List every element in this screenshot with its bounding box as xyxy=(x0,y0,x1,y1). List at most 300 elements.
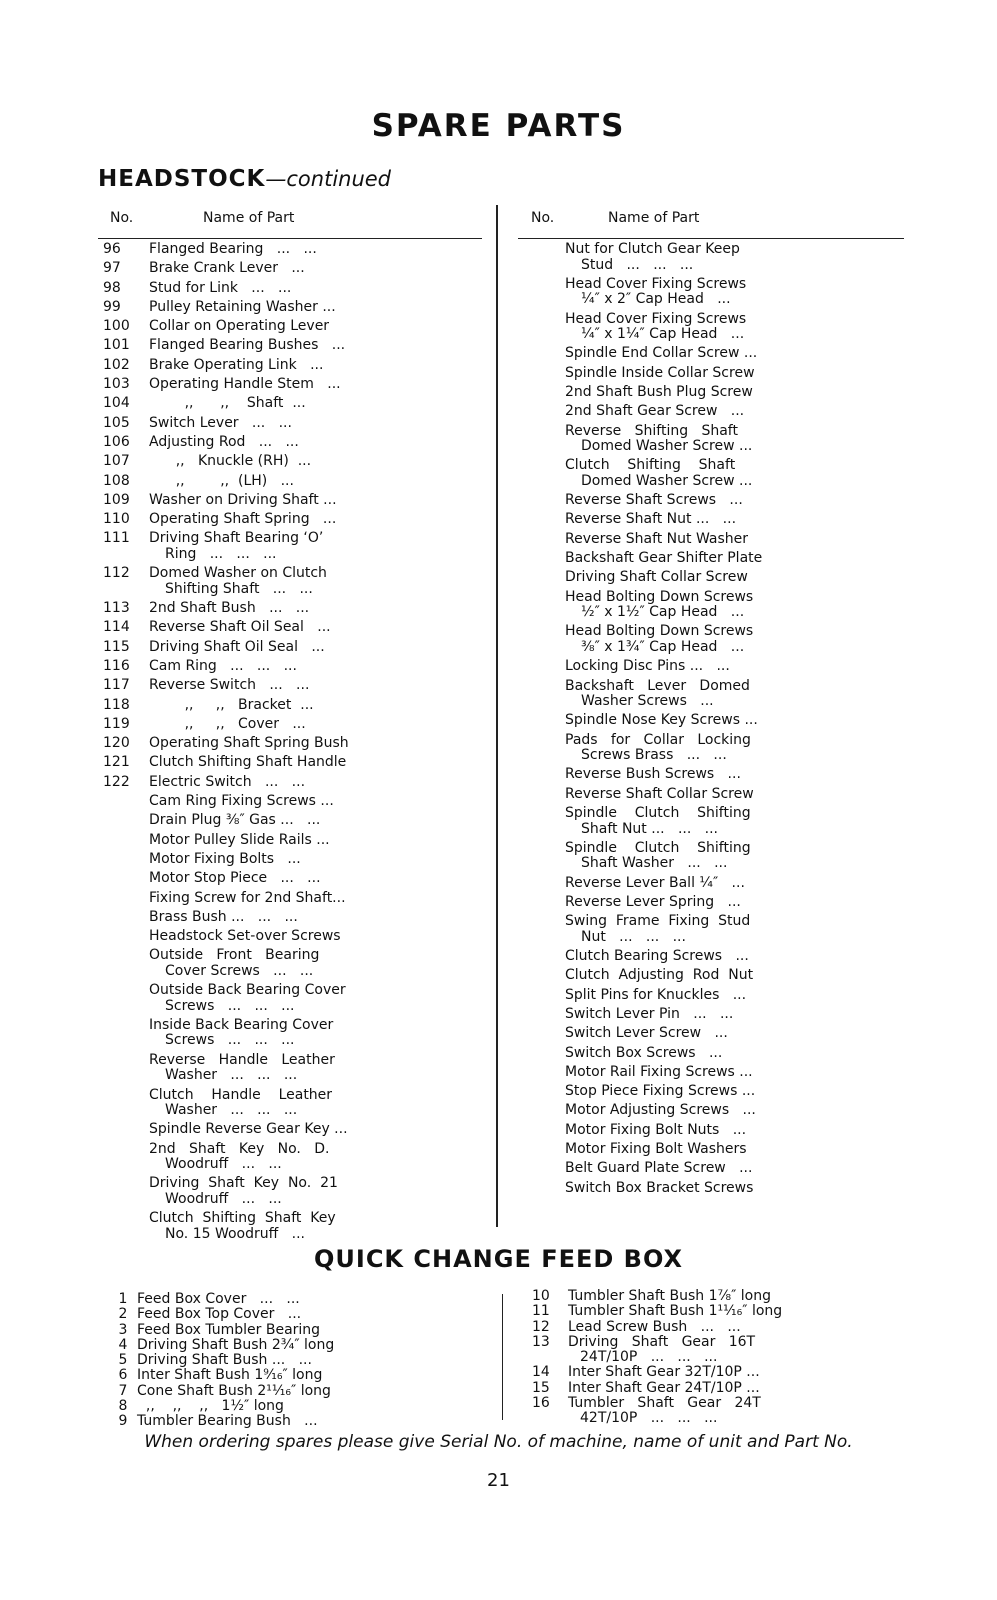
part-name xyxy=(565,806,777,837)
part-name xyxy=(568,1304,783,1319)
part-number: 10 xyxy=(532,1288,550,1304)
part-name xyxy=(149,281,361,297)
part-number: 12 xyxy=(532,1318,550,1335)
page-number: 21 xyxy=(487,1470,510,1491)
part-row xyxy=(565,624,777,655)
part-name-line: Feed Box Tumbler Bearing xyxy=(137,1321,321,1338)
part-name-continuation: 42T/10P ... ... ... xyxy=(580,1410,718,1427)
part-row xyxy=(103,531,361,562)
part-name xyxy=(565,424,777,455)
part-name-continuation: Shifting Shaft ... ... xyxy=(165,580,313,597)
part-name xyxy=(568,1396,783,1427)
part-name xyxy=(565,242,777,273)
part-number xyxy=(103,813,149,829)
part-name xyxy=(149,1053,361,1084)
part-row xyxy=(103,319,361,335)
part-name-line: Clutch Adjusting Rod Nut xyxy=(565,967,754,984)
part-row xyxy=(103,794,361,810)
part-number xyxy=(103,983,149,1014)
part-name-line: Inter Shaft Gear 32T/10P ... xyxy=(568,1364,760,1381)
part-name-line: Driving Shaft Key No. 21 xyxy=(149,1175,338,1192)
part-name xyxy=(137,1338,352,1353)
part-name xyxy=(565,458,777,489)
part-number: 106 xyxy=(103,433,130,450)
part-row xyxy=(565,1084,777,1100)
part-name-line: Washer on Driving Shaft ... xyxy=(149,491,337,508)
part-name xyxy=(137,1353,352,1368)
part-name-line: Split Pins for Knuckles ... xyxy=(565,986,747,1003)
part-row xyxy=(103,566,361,597)
part-row xyxy=(103,281,361,297)
part-name-line: 2nd Shaft Bush ... ... xyxy=(149,600,310,617)
part-number: 3 xyxy=(118,1321,128,1338)
part-row xyxy=(565,1142,777,1158)
part-name xyxy=(149,377,361,393)
part-name-line: Backshaft Lever Domed xyxy=(565,677,750,694)
part-number: 110 xyxy=(103,511,130,528)
part-name xyxy=(149,1142,361,1173)
part-row xyxy=(103,377,361,393)
part-name-line: Operating Shaft Spring Bush xyxy=(149,735,349,752)
part-row xyxy=(103,474,361,490)
part-name-line: Reverse Lever Ball ¼″ ... xyxy=(565,874,745,891)
part-number: 7 xyxy=(118,1382,128,1399)
part-row xyxy=(109,1384,352,1399)
part-name xyxy=(149,983,361,1014)
part-name-line: Head Bolting Down Screws xyxy=(565,623,754,640)
part-row xyxy=(565,242,777,273)
part-row xyxy=(565,551,777,567)
part-number: 105 xyxy=(103,414,130,431)
part-name xyxy=(149,319,361,335)
part-name xyxy=(568,1289,783,1304)
part-name-line: Clutch Shifting Shaft Handle xyxy=(149,754,347,771)
part-name-line: Motor Rail Fixing Screws ... xyxy=(565,1063,753,1080)
part-name xyxy=(149,1211,361,1242)
part-name-continuation: Woodruff ... ... xyxy=(165,1190,282,1207)
part-row xyxy=(103,948,361,979)
part-name xyxy=(149,261,361,277)
part-name-continuation: Washer ... ... ... xyxy=(165,1102,298,1119)
part-name-continuation: 24T/10P ... ... ... xyxy=(580,1349,718,1366)
part-name-line: Clutch Shifting Shaft Key xyxy=(149,1210,336,1227)
part-name-line: Clutch Bearing Screws ... xyxy=(565,948,749,965)
part-name xyxy=(568,1365,783,1380)
part-name-line: Fixing Screw for 2nd Shaft... xyxy=(149,889,346,906)
part-number: 98 xyxy=(103,279,121,296)
part-row xyxy=(103,1053,361,1084)
part-number xyxy=(103,1142,149,1173)
part-name-line: ,, ,, ,, 1½″ long xyxy=(137,1398,284,1415)
part-name xyxy=(149,659,361,675)
part-name-continuation: Cover Screws ... ... xyxy=(165,962,314,979)
part-name-line: Stud for Link ... ... xyxy=(149,279,292,296)
part-row xyxy=(528,1396,783,1427)
part-number: 108 xyxy=(103,472,130,489)
part-name-line: Motor Fixing Bolt Nuts ... xyxy=(565,1121,747,1138)
part-number: 103 xyxy=(103,376,130,393)
part-name-line: Tumbler Shaft Bush 1¹¹⁄₁₆″ long xyxy=(568,1303,783,1320)
ordering-note: When ordering spares please give Serial No. of machine, name of unit and Part No. xyxy=(144,1432,853,1452)
part-name xyxy=(149,640,361,656)
part-name-line: Nut for Clutch Gear Keep xyxy=(565,241,740,257)
part-name-continuation: Washer Screws ... xyxy=(581,693,714,710)
part-row xyxy=(565,1123,777,1139)
feed-box-divider xyxy=(502,1294,503,1420)
part-name-line: ,, ,, (LH) ... xyxy=(149,472,294,489)
part-number xyxy=(103,929,149,945)
part-name-continuation: Ring ... ... ... xyxy=(165,545,277,562)
part-name-line: Belt Guard Plate Screw ... xyxy=(565,1160,753,1177)
part-name xyxy=(149,474,361,490)
part-number: 8 xyxy=(118,1398,128,1415)
part-number xyxy=(103,910,149,926)
part-row xyxy=(109,1338,352,1353)
part-name-line: Reverse Shaft Collar Screw xyxy=(565,785,754,802)
part-row xyxy=(565,1007,777,1023)
part-name xyxy=(565,590,777,621)
part-number: 111 xyxy=(103,530,130,547)
part-name xyxy=(565,1161,777,1177)
part-row xyxy=(103,659,361,675)
part-row xyxy=(103,813,361,829)
part-name-line: Switch Box Bracket Screws xyxy=(565,1179,754,1196)
part-name xyxy=(149,891,361,907)
part-name-line: Cone Shaft Bush 2¹¹⁄₁₆″ long xyxy=(137,1382,331,1399)
part-name-line: Collar on Operating Lever xyxy=(149,318,330,335)
part-name-line: Head Cover Fixing Screws xyxy=(565,310,747,327)
part-row xyxy=(565,767,777,783)
part-row xyxy=(565,876,777,892)
part-name xyxy=(149,755,361,771)
part-name-line: Operating Handle Stem ... xyxy=(149,376,341,393)
part-name xyxy=(565,493,777,509)
part-number: 114 xyxy=(103,619,130,636)
right-header-no: No. xyxy=(531,210,555,226)
part-name xyxy=(149,358,361,374)
part-row xyxy=(109,1292,352,1307)
part-name-line: Inter Shaft Gear 24T/10P ... xyxy=(568,1379,760,1396)
part-name-line: Spindle End Collar Screw ... xyxy=(565,345,758,362)
part-number xyxy=(103,1211,149,1242)
part-name xyxy=(149,1122,361,1138)
part-name-line: Motor Stop Piece ... ... xyxy=(149,870,321,887)
part-row xyxy=(565,346,777,362)
part-name-line: Tumbler Bearing Bush ... xyxy=(137,1413,318,1430)
part-name-line: Flanged Bearing ... ... xyxy=(149,241,317,257)
part-name-line: Electric Switch ... ... xyxy=(149,773,306,790)
part-name-line: Clutch Shifting Shaft xyxy=(565,457,736,474)
part-number: 2 xyxy=(118,1306,128,1323)
part-name-line: Tumbler Shaft Gear 24T xyxy=(568,1395,761,1412)
part-row xyxy=(565,713,777,729)
part-row xyxy=(103,512,361,528)
part-name-line: Driving Shaft Bush ... ... xyxy=(137,1352,312,1369)
part-name-line: Tumbler Shaft Bush 1⅞″ long xyxy=(568,1288,771,1304)
part-name xyxy=(149,531,361,562)
part-name-line: Head Cover Fixing Screws xyxy=(565,275,747,292)
part-row xyxy=(528,1320,783,1335)
part-name xyxy=(565,767,777,783)
part-row xyxy=(103,338,361,354)
part-name xyxy=(565,1084,777,1100)
feed-box-left-list xyxy=(109,1292,352,1430)
part-name xyxy=(149,813,361,829)
part-name-line: ,, Knuckle (RH) ... xyxy=(149,453,312,470)
part-row xyxy=(565,277,777,308)
part-name-continuation: Screws ... ... ... xyxy=(165,997,295,1014)
part-row xyxy=(565,988,777,1004)
part-name-line: Pads for Collar Locking xyxy=(565,731,751,748)
part-row xyxy=(103,678,361,694)
part-name-line: Adjusting Rod ... ... xyxy=(149,433,299,450)
part-name xyxy=(137,1399,352,1414)
part-name xyxy=(149,601,361,617)
part-name xyxy=(565,895,777,911)
part-number: 6 xyxy=(118,1367,128,1384)
column-divider xyxy=(496,205,498,1227)
part-number: 121 xyxy=(103,754,130,771)
part-name-line: Spindle Reverse Gear Key ... xyxy=(149,1121,348,1138)
part-name xyxy=(565,366,777,382)
part-name-line: 2nd Shaft Bush Plug Screw xyxy=(565,383,753,400)
part-number: 122 xyxy=(103,773,130,790)
part-row xyxy=(103,891,361,907)
part-name-line: Feed Box Cover ... ... xyxy=(137,1291,300,1307)
part-row xyxy=(565,385,777,401)
part-number xyxy=(103,891,149,907)
part-row xyxy=(103,910,361,926)
part-name xyxy=(149,736,361,752)
part-row xyxy=(528,1381,783,1396)
part-name-continuation: Shaft Nut ... ... ... xyxy=(581,820,718,837)
part-number: 5 xyxy=(118,1352,128,1369)
part-row xyxy=(565,424,777,455)
part-name xyxy=(565,1142,777,1158)
part-row xyxy=(103,454,361,470)
part-name-continuation: Woodruff ... ... xyxy=(165,1156,282,1173)
part-number: 113 xyxy=(103,600,130,617)
part-name xyxy=(565,988,777,1004)
part-number xyxy=(103,1122,149,1138)
part-name xyxy=(565,1065,777,1081)
part-name xyxy=(149,678,361,694)
part-name xyxy=(565,346,777,362)
part-number: 99 xyxy=(103,298,121,315)
part-name xyxy=(565,1026,777,1042)
part-name xyxy=(149,620,361,636)
part-name-continuation: Shaft Washer ... ... xyxy=(581,855,728,872)
part-row xyxy=(103,396,361,412)
feed-box-title: QUICK CHANGE FEED BOX xyxy=(314,1245,683,1273)
part-row xyxy=(565,806,777,837)
part-name xyxy=(565,512,777,528)
section-name: HEADSTOCK xyxy=(98,166,266,192)
part-number: 107 xyxy=(103,453,130,470)
part-row xyxy=(109,1399,352,1414)
part-name xyxy=(565,1007,777,1023)
part-name-line: Reverse Lever Spring ... xyxy=(565,893,741,910)
part-number: 101 xyxy=(103,337,130,354)
part-row xyxy=(565,458,777,489)
left-parts-list xyxy=(103,242,361,1246)
part-name-line: Motor Adjusting Screws ... xyxy=(565,1102,756,1119)
part-name-continuation: ⅜″ x 1¾″ Cap Head ... xyxy=(581,638,745,655)
part-name xyxy=(149,566,361,597)
part-row xyxy=(565,493,777,509)
part-name xyxy=(137,1414,352,1429)
part-number: 11 xyxy=(532,1303,550,1320)
part-row xyxy=(103,833,361,849)
part-name xyxy=(568,1335,783,1366)
part-name-line: Reverse Shaft Nut Washer xyxy=(565,530,749,547)
part-name xyxy=(149,929,361,945)
part-name xyxy=(568,1381,783,1396)
part-number: 112 xyxy=(103,565,130,582)
part-name-line: Locking Disc Pins ... ... xyxy=(565,658,730,675)
part-name xyxy=(565,949,777,965)
part-row xyxy=(103,1088,361,1119)
part-name xyxy=(149,833,361,849)
part-row xyxy=(565,312,777,343)
part-name xyxy=(149,698,361,714)
part-name xyxy=(149,338,361,354)
part-name-line: ,, ,, Shaft ... xyxy=(149,395,306,412)
part-number: 1 xyxy=(118,1291,128,1307)
part-name xyxy=(137,1292,352,1307)
part-name-line: ,, ,, Cover ... xyxy=(149,715,306,732)
section-suffix: —continued xyxy=(265,167,392,191)
part-row xyxy=(103,929,361,945)
part-name-line: Driving Shaft Collar Screw xyxy=(565,569,748,586)
part-row xyxy=(103,871,361,887)
part-name xyxy=(565,787,777,803)
part-row xyxy=(103,1142,361,1173)
part-name xyxy=(137,1384,352,1399)
part-name-line: Reverse Shifting Shaft xyxy=(565,422,738,439)
part-name-line: Domed Washer on Clutch xyxy=(149,565,327,582)
part-name-line: Reverse Handle Leather xyxy=(149,1051,335,1068)
part-number xyxy=(103,1053,149,1084)
part-name-line: Brake Operating Link ... xyxy=(149,356,324,373)
part-number: 13 xyxy=(532,1333,550,1350)
part-name-continuation: ¼″ x 1¼″ Cap Head ... xyxy=(581,326,745,343)
part-name-line: ,, ,, Bracket ... xyxy=(149,696,314,713)
left-header-no: No. xyxy=(110,210,134,226)
part-row xyxy=(565,968,777,984)
part-row xyxy=(565,949,777,965)
part-name-line: Spindle Clutch Shifting xyxy=(565,805,751,822)
part-name-line: Motor Pulley Slide Rails ... xyxy=(149,831,330,848)
part-name xyxy=(565,624,777,655)
part-name xyxy=(565,733,777,764)
part-name-line: Motor Fixing Bolts ... xyxy=(149,850,301,867)
part-name xyxy=(565,532,777,548)
part-row xyxy=(565,787,777,803)
part-number: 16 xyxy=(532,1395,550,1412)
part-name xyxy=(149,242,361,258)
part-row xyxy=(103,1176,361,1207)
part-name xyxy=(565,312,777,343)
part-number: 118 xyxy=(103,696,130,713)
part-number: 14 xyxy=(532,1364,550,1381)
part-name xyxy=(149,493,361,509)
part-name-line: Clutch Handle Leather xyxy=(149,1086,333,1103)
part-name-line: Cam Ring ... ... ... xyxy=(149,657,297,674)
part-name-line: Swing Frame Fixing Stud xyxy=(565,913,751,930)
part-number: 96 xyxy=(103,241,121,257)
part-row xyxy=(528,1335,783,1366)
part-number: 119 xyxy=(103,715,130,732)
part-row xyxy=(103,755,361,771)
part-row xyxy=(565,679,777,710)
part-number: 9 xyxy=(118,1413,128,1430)
part-row xyxy=(109,1368,352,1383)
part-row xyxy=(565,512,777,528)
section-heading xyxy=(98,166,391,192)
part-name xyxy=(149,416,361,432)
part-row xyxy=(565,570,777,586)
part-name xyxy=(565,404,777,420)
part-name-line: Head Bolting Down Screws xyxy=(565,588,754,605)
part-row xyxy=(103,601,361,617)
part-row xyxy=(528,1365,783,1380)
part-name xyxy=(149,775,361,791)
part-number xyxy=(103,871,149,887)
part-name-line: Inter Shaft Bush 1⁹⁄₁₆″ long xyxy=(137,1367,323,1384)
part-row xyxy=(565,659,777,675)
right-parts-list xyxy=(565,242,777,1200)
part-number: 117 xyxy=(103,677,130,694)
part-name xyxy=(149,300,361,316)
part-number: 15 xyxy=(532,1379,550,1396)
part-name-line: Motor Fixing Bolt Washers xyxy=(565,1140,747,1157)
part-name-line: Backshaft Gear Shifter Plate xyxy=(565,550,763,567)
part-row xyxy=(565,1046,777,1062)
part-row xyxy=(565,366,777,382)
part-name-line: Brake Crank Lever ... xyxy=(149,260,305,277)
part-name xyxy=(565,713,777,729)
part-name-line: Spindle Clutch Shifting xyxy=(565,839,751,856)
part-row xyxy=(565,1065,777,1081)
part-name xyxy=(565,876,777,892)
part-name xyxy=(149,435,361,451)
part-number xyxy=(103,948,149,979)
part-name-line: 2nd Shaft Gear Screw ... xyxy=(565,403,745,420)
part-row xyxy=(565,733,777,764)
part-number xyxy=(103,833,149,849)
part-name xyxy=(565,968,777,984)
part-name xyxy=(149,1176,361,1207)
feed-box-right-list xyxy=(528,1289,783,1427)
part-name-line: Reverse Bush Screws ... xyxy=(565,766,741,783)
right-header-rule xyxy=(518,238,904,239)
part-name xyxy=(565,659,777,675)
part-name-line: Switch Lever Screw ... xyxy=(565,1025,728,1042)
part-name-line: Inside Back Bearing Cover xyxy=(149,1016,334,1033)
part-name-line: Outside Back Bearing Cover xyxy=(149,982,346,999)
part-row xyxy=(103,775,361,791)
part-name xyxy=(565,551,777,567)
part-name-line: Switch Lever Pin ... ... xyxy=(565,1005,734,1022)
part-name-line: Switch Lever ... ... xyxy=(149,414,292,431)
part-name-continuation: ½″ x 1½″ Cap Head ... xyxy=(581,604,745,621)
part-name xyxy=(149,948,361,979)
part-number xyxy=(103,794,149,810)
part-row xyxy=(565,1181,777,1197)
part-name-line: Reverse Switch ... ... xyxy=(149,677,310,694)
part-name-line: 2nd Shaft Key No. D. xyxy=(149,1140,330,1157)
